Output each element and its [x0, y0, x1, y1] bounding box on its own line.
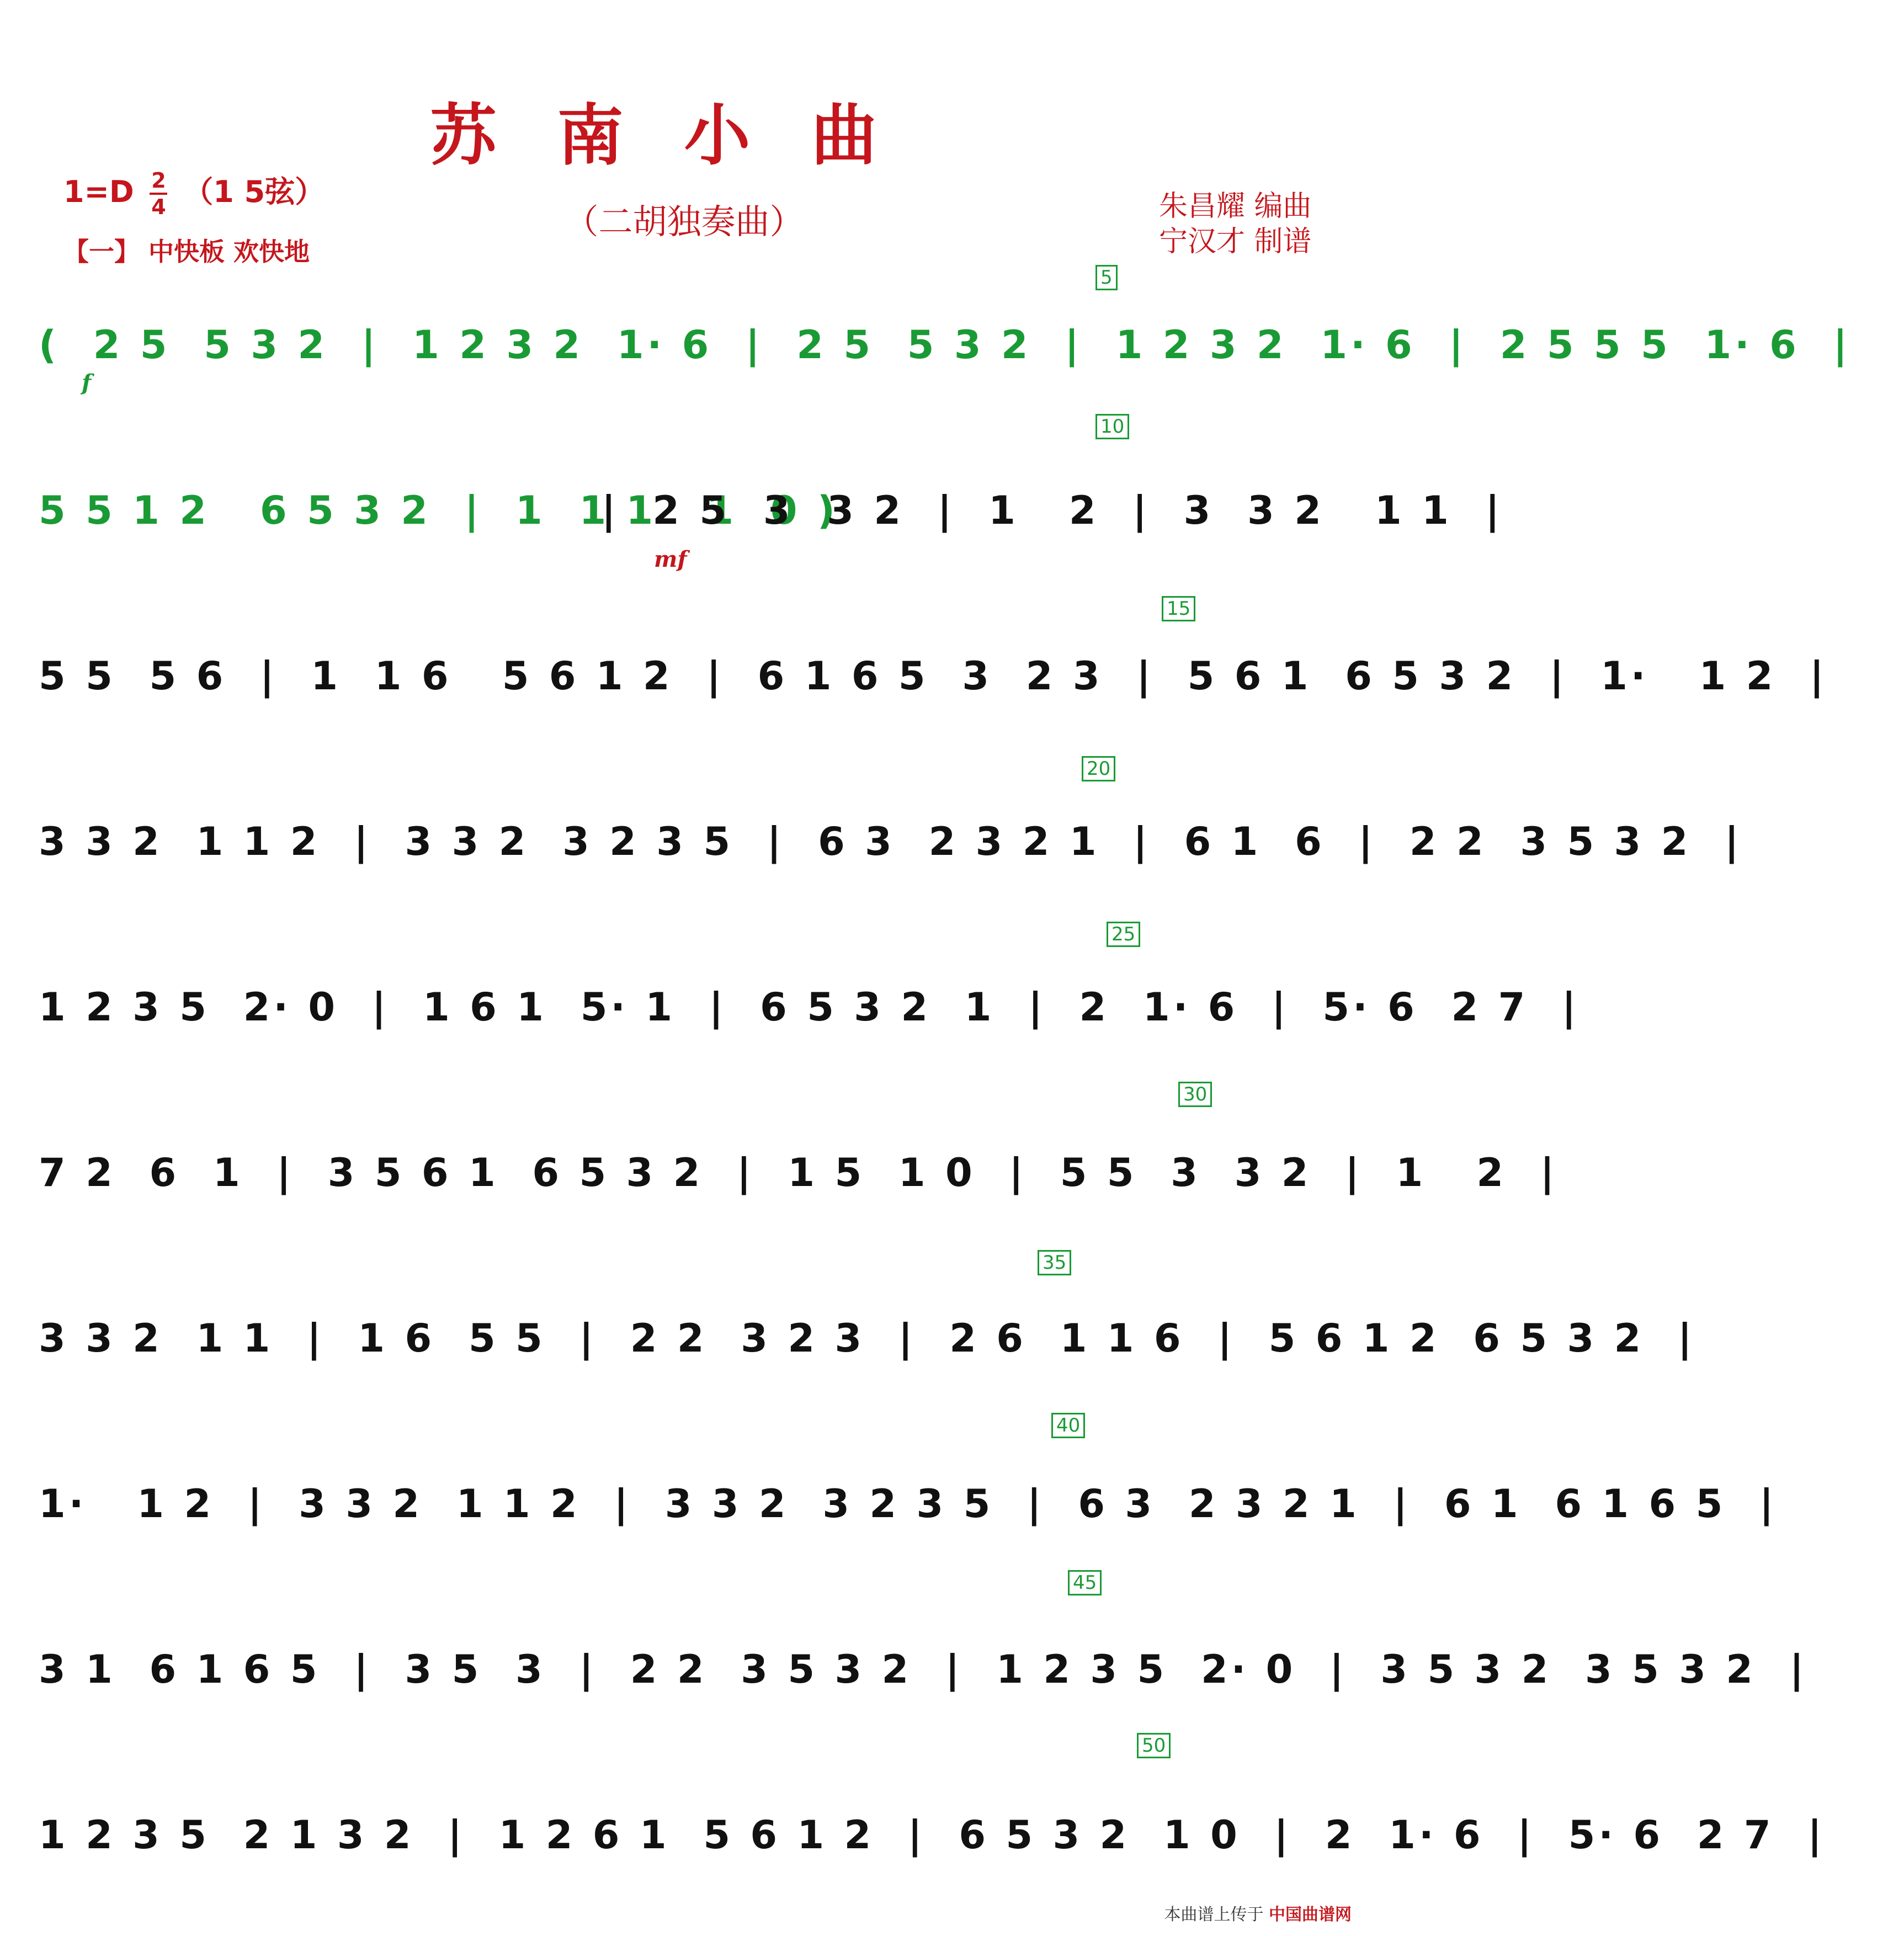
score-row	[39, 287, 1851, 370]
notation-line: 1· 1 2 | 3 3 2 1 1 2 | 3 3 2 3 2 3 5 | 6 3 2 3 2 1 | 6 1 6 1 6 5 |	[39, 1481, 1777, 1527]
measure-number: 30	[1178, 1082, 1212, 1107]
measure-number: 40	[1051, 1413, 1085, 1438]
time-numerator: 2	[151, 168, 166, 193]
credits	[1159, 189, 1312, 259]
page-title: 苏南小曲	[430, 97, 938, 174]
notation-line: ( 2 5 5 3 2 | 1 2 3 2 1· 6 | 2 5 5 3 2 | 1 2 3 2 1· 6 | 2 5 5 5 1· 6 |	[39, 322, 1851, 368]
transcriber: 宁汉才 制谱	[1159, 225, 1312, 258]
notation-line: 3 1 6 1 6 5 | 3 5 3 | 2 2 3 5 3 2 | 1 2 3 5 2· 0 | 3 5 3 2 3 5 3 2 |	[39, 1647, 1807, 1692]
notation-line: 5 5 5 6 | 1 1 6 5 6 1 2 | 6 1 6 5 3 2 3 | 5 6 1 6 5 3 2 | 1· 1 2 |	[39, 653, 1827, 699]
time-signature	[150, 169, 167, 218]
measure-number: 10	[1095, 414, 1129, 439]
measure-number: 35	[1038, 1250, 1071, 1275]
tempo-marking: 【一】 中快板 欢快地	[63, 237, 310, 267]
measure-number: 50	[1137, 1733, 1171, 1758]
notation-line: 5 5 1 2 6 5 3 2 | 1 1 1 1 0 )	[39, 488, 838, 533]
score-row	[39, 453, 1503, 535]
score-row	[39, 1611, 1807, 1694]
key-prefix: 1=D	[63, 174, 134, 209]
tuning: （1 5弦）	[183, 174, 325, 209]
measure-number: 15	[1162, 596, 1195, 621]
subtitle: （二胡独奏曲）	[564, 201, 804, 242]
measure-number: 25	[1107, 922, 1140, 947]
measure-number: 20	[1082, 756, 1115, 781]
dynamic-marking: f	[82, 370, 92, 396]
footer-text: 本曲谱上传于	[1164, 1905, 1264, 1924]
notation-line: 3 3 2 1 1 | 1 6 5 5 | 2 2 3 2 3 | 2 6 1 1 6 | 5 6 1 2 6 5 3 2 |	[39, 1316, 1695, 1361]
score-row	[39, 1446, 1777, 1529]
score-row	[39, 1115, 1558, 1198]
arranger: 朱昌耀 编曲	[1159, 190, 1312, 223]
score-row	[39, 1280, 1695, 1363]
score-row	[39, 1777, 1825, 1860]
notation-line: 3 3 2 1 1 2 | 3 3 2 3 2 3 5 | 6 3 2 3 2 1 | 6 1 6 | 2 2 3 5 3 2 |	[39, 819, 1742, 864]
measure-number: 45	[1068, 1570, 1102, 1595]
measure-number: 5	[1095, 265, 1118, 290]
footer	[1164, 1901, 1352, 1925]
notation-line: 1 2 3 5 2· 0 | 1 6 1 5· 1 | 6 5 3 2 1 | 2 1· 6 | 5· 6 2 7 |	[39, 985, 1579, 1030]
time-denominator: 4	[151, 195, 166, 220]
footer-brand: 中国曲谱网	[1269, 1905, 1352, 1924]
notation-line: 7 2 6 1 | 3 5 6 1 6 5 3 2 | 1 5 1 0 | 5 5 3 3 2 | 1 2 |	[39, 1150, 1558, 1195]
score-row	[39, 784, 1742, 866]
notation-line-continued: | 2 5 3 3 2 | 1 2 | 3 3 2 1 1 |	[602, 488, 1503, 533]
dynamic-marking: mf	[654, 546, 687, 572]
notation-line: 1 2 3 5 2 1 3 2 | 1 2 6 1 5 6 1 2 | 6 5 3 2 1 0 | 2 1· 6 | 5· 6 2 7 |	[39, 1812, 1825, 1858]
score-row	[39, 618, 1827, 701]
score-row	[39, 949, 1579, 1032]
key-signature	[63, 168, 325, 218]
